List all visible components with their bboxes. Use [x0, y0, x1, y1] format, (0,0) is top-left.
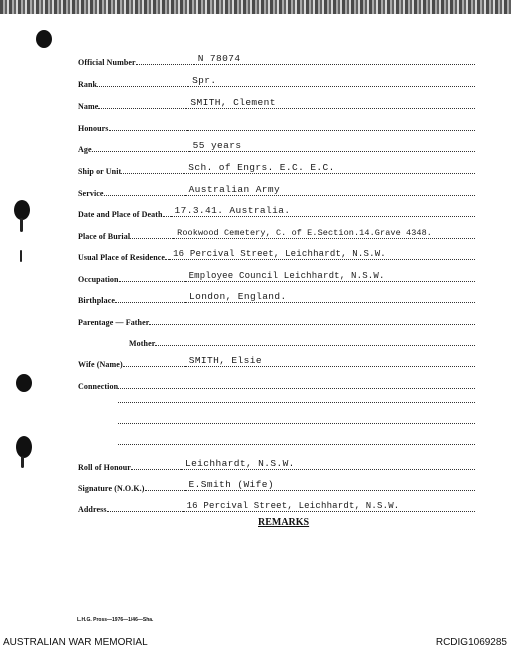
- connection-line-3: [118, 423, 475, 424]
- field-label: Wife (Name): [78, 360, 123, 369]
- field-official-number: [78, 50, 475, 68]
- punch-hole-upper: [14, 200, 30, 220]
- field-wife-name: [78, 352, 475, 370]
- field-parentage-mother: [129, 331, 475, 349]
- field-name: [78, 94, 475, 112]
- field-ship-or-unit: [78, 159, 475, 177]
- field-rank: [78, 72, 475, 90]
- punch-hole-bottom: [16, 436, 32, 458]
- connection-line-4: [118, 444, 475, 445]
- field-age: [78, 137, 475, 155]
- field-label: Ship or Unit: [78, 167, 122, 176]
- field-birthplace: [78, 288, 475, 306]
- punch-hole-lower: [16, 374, 32, 392]
- field-label: Rank: [78, 80, 98, 89]
- field-usual-residence: [78, 245, 475, 263]
- form-print-code: L.H.G. Pross—1976—1/46—Sha.: [77, 617, 154, 623]
- field-signature-nok: [78, 476, 475, 494]
- punch-hole-top: [36, 30, 52, 48]
- field-address: [78, 497, 475, 515]
- punch-hole-upper-drip: [20, 218, 23, 232]
- field-label: Signature (N.O.K.): [78, 484, 145, 493]
- field-value: N 78074: [197, 53, 241, 64]
- remarks-heading: REMARKS: [258, 517, 310, 528]
- field-place-of-burial: [78, 224, 475, 242]
- field-roll-of-honour: [78, 455, 475, 473]
- field-value: SMITH, Clement: [190, 97, 276, 108]
- field-label: Parentage — Father: [78, 318, 150, 327]
- field-value: 17.3.41. Australia.: [174, 205, 291, 216]
- field-value: Australian Army: [188, 184, 281, 195]
- connection-line-2: [118, 402, 475, 403]
- field-label: Official Number: [78, 58, 136, 67]
- field-value: 16 Percival Street, Leichhardt, N.S.W.: [186, 501, 400, 511]
- field-value: Employee Council Leichhardt, N.S.W.: [188, 271, 385, 281]
- footer-record-id: RCDIG1069285: [435, 637, 507, 648]
- field-label: Date and Place of Death: [78, 210, 163, 219]
- field-value: 16 Percival Street, Leichhardt, N.S.W.: [173, 249, 386, 259]
- field-label: Age: [78, 145, 92, 154]
- field-parentage-father: [78, 310, 475, 328]
- field-label: Usual Place of Residence: [78, 253, 166, 262]
- field-occupation: [78, 267, 475, 285]
- field-value: Spr.: [192, 75, 217, 86]
- field-value: E.Smith (Wife): [188, 479, 274, 490]
- field-label: Occupation: [78, 275, 119, 284]
- punch-hole-upper-drip-2: [20, 250, 22, 262]
- footer-source: AUSTRALIAN WAR MEMORIAL: [3, 637, 148, 648]
- field-connection: [78, 374, 475, 392]
- field-service: [78, 181, 475, 199]
- field-label: Place of Burial: [78, 232, 131, 241]
- field-label: Mother: [129, 339, 156, 348]
- field-date-place-of-death: [78, 202, 475, 220]
- field-value: Leichhardt, N.S.W.: [184, 458, 295, 469]
- field-value: Rookwood Cemetery, C. of E.Section.14.Grave 4348.: [177, 228, 432, 238]
- field-label: Roll of Honour: [78, 463, 131, 472]
- field-label: Name: [78, 102, 99, 111]
- field-label: Service: [78, 189, 104, 198]
- field-label: Honours: [78, 124, 109, 133]
- field-label: Birthplace: [78, 296, 115, 305]
- punch-hole-bottom-drip: [21, 456, 24, 468]
- field-value: London, England.: [189, 291, 287, 302]
- scan-edge-strip: [0, 0, 511, 14]
- field-honours: [78, 116, 475, 134]
- field-value: Sch. of Engrs. E.C. E.C.: [188, 162, 335, 173]
- field-label: Connection: [78, 382, 119, 391]
- field-value: 55 years: [192, 140, 242, 151]
- field-label: Address: [78, 505, 107, 514]
- field-value: SMITH, Elsie: [188, 355, 262, 366]
